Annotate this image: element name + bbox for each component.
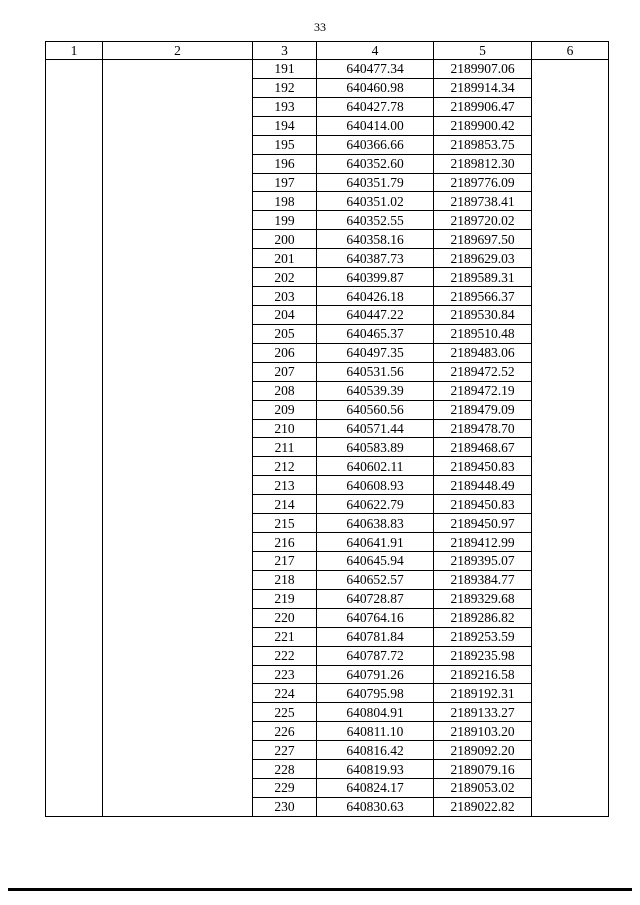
y-coordinate-cell: 2189629.03 <box>434 249 532 268</box>
y-coordinate-cell: 2189448.49 <box>434 476 532 495</box>
point-number-cell: 201 <box>253 249 317 268</box>
y-coordinate-cell: 2189022.82 <box>434 797 532 816</box>
x-coordinate-cell: 640352.60 <box>317 154 434 173</box>
y-coordinate-cell: 2189395.07 <box>434 551 532 570</box>
column-header: 3 <box>253 42 317 60</box>
point-number-cell: 218 <box>253 570 317 589</box>
col-2-cell <box>103 60 253 817</box>
footer-rule <box>8 888 632 891</box>
y-coordinate-cell: 2189286.82 <box>434 608 532 627</box>
x-coordinate-cell: 640781.84 <box>317 627 434 646</box>
point-number-cell: 191 <box>253 60 317 79</box>
point-number-cell: 194 <box>253 116 317 135</box>
y-coordinate-cell: 2189472.19 <box>434 381 532 400</box>
y-coordinate-cell: 2189483.06 <box>434 343 532 362</box>
y-coordinate-cell: 2189235.98 <box>434 646 532 665</box>
x-coordinate-cell: 640791.26 <box>317 665 434 684</box>
y-coordinate-cell: 2189738.41 <box>434 192 532 211</box>
x-coordinate-cell: 640819.93 <box>317 760 434 779</box>
x-coordinate-cell: 640824.17 <box>317 779 434 798</box>
point-number-cell: 205 <box>253 324 317 343</box>
point-number-cell: 208 <box>253 381 317 400</box>
y-coordinate-cell: 2189697.50 <box>434 230 532 249</box>
x-coordinate-cell: 640816.42 <box>317 741 434 760</box>
y-coordinate-cell: 2189133.27 <box>434 703 532 722</box>
point-number-cell: 197 <box>253 173 317 192</box>
col-1-cell <box>46 60 103 817</box>
y-coordinate-cell: 2189589.31 <box>434 268 532 287</box>
column-header: 4 <box>317 42 434 60</box>
point-number-cell: 222 <box>253 646 317 665</box>
point-number-cell: 192 <box>253 78 317 97</box>
x-coordinate-cell: 640583.89 <box>317 438 434 457</box>
y-coordinate-cell: 2189776.09 <box>434 173 532 192</box>
x-coordinate-cell: 640358.16 <box>317 230 434 249</box>
point-number-cell: 209 <box>253 400 317 419</box>
x-coordinate-cell: 640787.72 <box>317 646 434 665</box>
x-coordinate-cell: 640427.78 <box>317 97 434 116</box>
y-coordinate-cell: 2189907.06 <box>434 60 532 79</box>
column-header: 6 <box>532 42 609 60</box>
x-coordinate-cell: 640497.35 <box>317 343 434 362</box>
column-header: 5 <box>434 42 532 60</box>
x-coordinate-cell: 640351.02 <box>317 192 434 211</box>
point-number-cell: 229 <box>253 779 317 798</box>
x-coordinate-cell: 640560.56 <box>317 400 434 419</box>
y-coordinate-cell: 2189853.75 <box>434 135 532 154</box>
x-coordinate-cell: 640638.83 <box>317 514 434 533</box>
y-coordinate-cell: 2189478.70 <box>434 419 532 438</box>
y-coordinate-cell: 2189468.67 <box>434 438 532 457</box>
x-coordinate-cell: 640414.00 <box>317 116 434 135</box>
page-number: 33 <box>314 20 326 34</box>
x-coordinate-cell: 640571.44 <box>317 419 434 438</box>
point-number-cell: 204 <box>253 305 317 324</box>
x-coordinate-cell: 640366.66 <box>317 135 434 154</box>
point-number-cell: 217 <box>253 551 317 570</box>
table-row <box>46 60 609 79</box>
x-coordinate-cell: 640352.55 <box>317 211 434 230</box>
header-row <box>46 42 609 60</box>
y-coordinate-cell: 2189450.83 <box>434 457 532 476</box>
point-number-cell: 207 <box>253 362 317 381</box>
y-coordinate-cell: 2189900.42 <box>434 116 532 135</box>
point-number-cell: 214 <box>253 495 317 514</box>
y-coordinate-cell: 2189450.97 <box>434 514 532 533</box>
y-coordinate-cell: 2189053.02 <box>434 779 532 798</box>
x-coordinate-cell: 640830.63 <box>317 797 434 816</box>
point-number-cell: 200 <box>253 230 317 249</box>
point-number-cell: 198 <box>253 192 317 211</box>
x-coordinate-cell: 640645.94 <box>317 551 434 570</box>
table-body <box>46 60 609 817</box>
y-coordinate-cell: 2189329.68 <box>434 589 532 608</box>
point-number-cell: 219 <box>253 589 317 608</box>
point-number-cell: 196 <box>253 154 317 173</box>
x-coordinate-cell: 640652.57 <box>317 570 434 589</box>
point-number-cell: 195 <box>253 135 317 154</box>
y-coordinate-cell: 2189216.58 <box>434 665 532 684</box>
x-coordinate-cell: 640465.37 <box>317 324 434 343</box>
column-header: 2 <box>103 42 253 60</box>
point-number-cell: 225 <box>253 703 317 722</box>
point-number-cell: 211 <box>253 438 317 457</box>
y-coordinate-cell: 2189530.84 <box>434 305 532 324</box>
y-coordinate-cell: 2189479.09 <box>434 400 532 419</box>
x-coordinate-cell: 640387.73 <box>317 249 434 268</box>
x-coordinate-cell: 640539.39 <box>317 381 434 400</box>
y-coordinate-cell: 2189914.34 <box>434 78 532 97</box>
point-number-cell: 203 <box>253 287 317 306</box>
y-coordinate-cell: 2189412.99 <box>434 533 532 552</box>
y-coordinate-cell: 2189103.20 <box>434 722 532 741</box>
y-coordinate-cell: 2189079.16 <box>434 760 532 779</box>
point-number-cell: 213 <box>253 476 317 495</box>
point-number-cell: 206 <box>253 343 317 362</box>
column-header: 1 <box>46 42 103 60</box>
x-coordinate-cell: 640399.87 <box>317 268 434 287</box>
x-coordinate-cell: 640426.18 <box>317 287 434 306</box>
point-number-cell: 212 <box>253 457 317 476</box>
y-coordinate-cell: 2189812.30 <box>434 154 532 173</box>
point-number-cell: 220 <box>253 608 317 627</box>
y-coordinate-cell: 2189566.37 <box>434 287 532 306</box>
y-coordinate-cell: 2189720.02 <box>434 211 532 230</box>
x-coordinate-cell: 640804.91 <box>317 703 434 722</box>
y-coordinate-cell: 2189906.47 <box>434 97 532 116</box>
point-number-cell: 224 <box>253 684 317 703</box>
x-coordinate-cell: 640531.56 <box>317 362 434 381</box>
x-coordinate-cell: 640351.79 <box>317 173 434 192</box>
x-coordinate-cell: 640608.93 <box>317 476 434 495</box>
x-coordinate-cell: 640811.10 <box>317 722 434 741</box>
point-number-cell: 199 <box>253 211 317 230</box>
y-coordinate-cell: 2189092.20 <box>434 741 532 760</box>
point-number-cell: 215 <box>253 514 317 533</box>
y-coordinate-cell: 2189192.31 <box>434 684 532 703</box>
point-number-cell: 216 <box>253 533 317 552</box>
x-coordinate-cell: 640795.98 <box>317 684 434 703</box>
point-number-cell: 228 <box>253 760 317 779</box>
x-coordinate-cell: 640641.91 <box>317 533 434 552</box>
point-number-cell: 230 <box>253 797 317 816</box>
col-6-cell <box>532 60 609 817</box>
x-coordinate-cell: 640447.22 <box>317 305 434 324</box>
point-number-cell: 221 <box>253 627 317 646</box>
point-number-cell: 193 <box>253 97 317 116</box>
y-coordinate-cell: 2189472.52 <box>434 362 532 381</box>
point-number-cell: 210 <box>253 419 317 438</box>
y-coordinate-cell: 2189510.48 <box>434 324 532 343</box>
point-number-cell: 226 <box>253 722 317 741</box>
x-coordinate-cell: 640728.87 <box>317 589 434 608</box>
y-coordinate-cell: 2189450.83 <box>434 495 532 514</box>
coordinates-table <box>45 41 609 817</box>
point-number-cell: 223 <box>253 665 317 684</box>
x-coordinate-cell: 640764.16 <box>317 608 434 627</box>
x-coordinate-cell: 640460.98 <box>317 78 434 97</box>
x-coordinate-cell: 640602.11 <box>317 457 434 476</box>
y-coordinate-cell: 2189384.77 <box>434 570 532 589</box>
point-number-cell: 227 <box>253 741 317 760</box>
y-coordinate-cell: 2189253.59 <box>434 627 532 646</box>
x-coordinate-cell: 640622.79 <box>317 495 434 514</box>
point-number-cell: 202 <box>253 268 317 287</box>
x-coordinate-cell: 640477.34 <box>317 60 434 79</box>
